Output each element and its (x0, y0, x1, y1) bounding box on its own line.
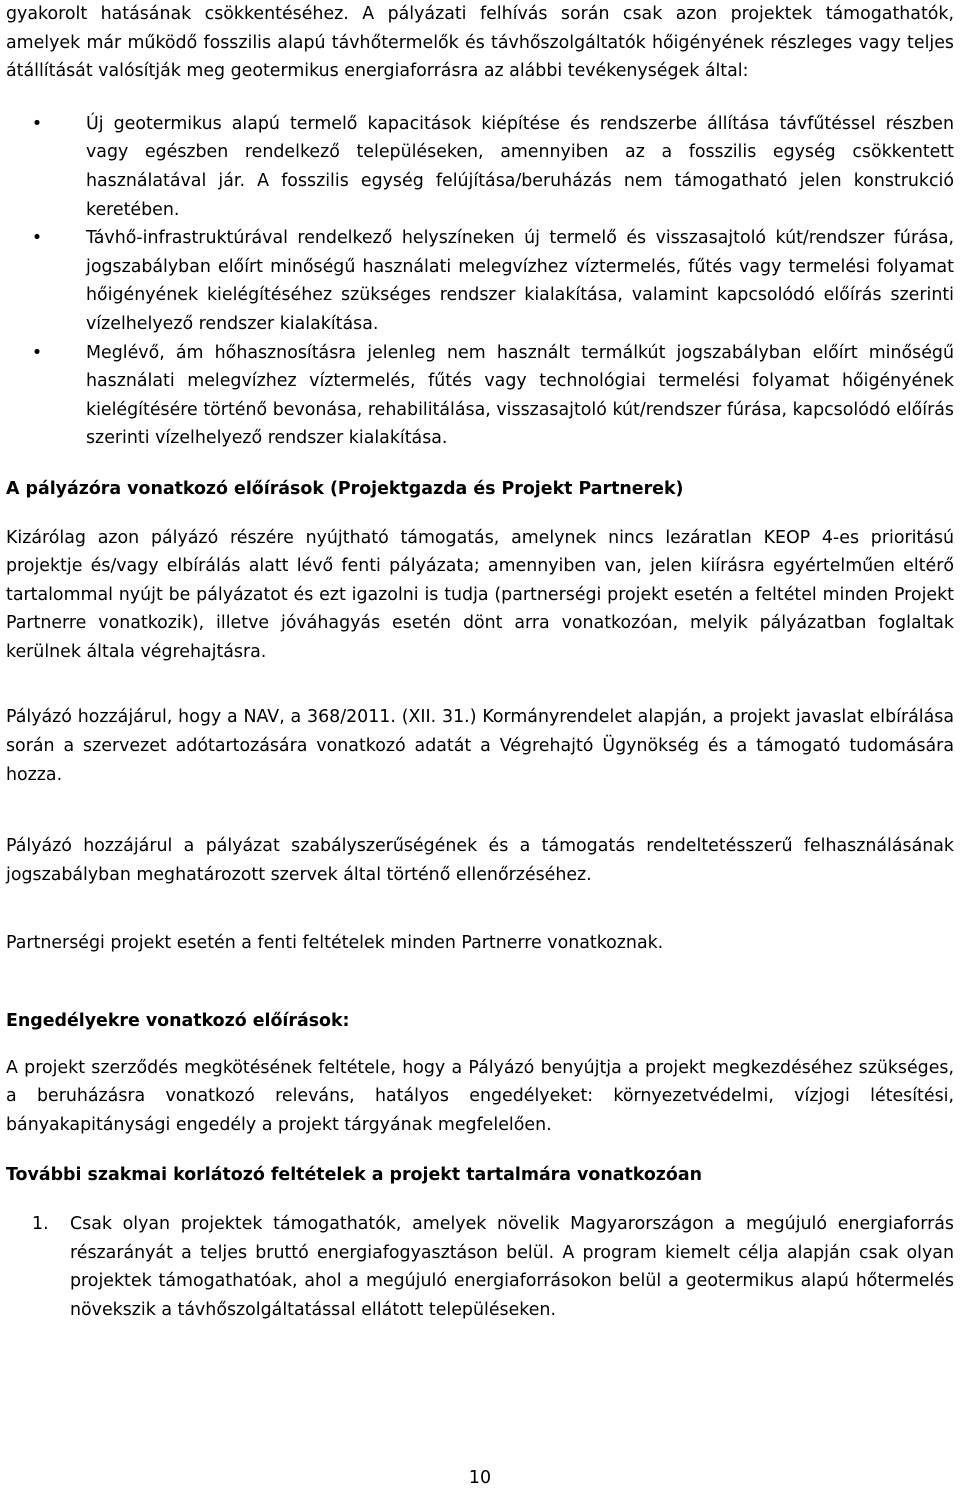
intro-paragraph: gyakorolt hatásának csökkentéséhez. A pályázati felhívás során csak azon projektek támogathatók, amelyek már működő fosszilis alapú távhőtermelők és távhőszolgáltatók hőigényének részleges vagy teljes átállítását valósítják meg geotermikus energiaforrásra az alábbi tevékenységek által: (6, 4, 954, 82)
page-number: 10 (468, 1468, 492, 1488)
numbered-item-text: Csak olyan projektek támogathatók, amelyek növelik Magyarországon a megújuló energiaforrás részarányát a teljes bruttó energiafogyasztáson belül. A program kiemelt célja alapján csak olyan projektek támogathatóak, ahol a megújuló energiaforrásokon belül a geotermikus alapú hőtermelés növekszik a távhőszolgáltatással ellátott településeken. (70, 1214, 954, 1320)
bullet-dot-icon: • (31, 342, 43, 363)
applicant-eligibility-paragraph: Kizárólag azon pályázó részére nyújtható támogatás, amelynek nincs lezáratlan KEOP 4-es prioritású projektje és/vagy elbírálás alatt lévő fenti pályázata; amennyiben van, jelen kiírásra egyértelműen eltérő tartalommal nyújt be pályázatot és ezt igazolni is tudja (partnerségi projekt esetén a feltétel minden Projekt Partnerre vonatkozik), illetve jóváhagyás esetén dönt arra vonatkozóan, melyik pályázatban foglaltak kerülnek általa végrehajtásra. (6, 527, 954, 662)
restrictions-numbered-list (6, 1210, 954, 1324)
bullet-item-text: Meglévő, ám hőhasznosításra jelenleg nem használt termálkút jogszabályban előírt minőségű használati melegvízhez víztermelés, fűtés vagy technológiai termelési folyamat hőigényének kielégítésére történő bevonása, rehabilitálása, visszasajtoló kút/rendszer fúrása, kapcsolódó előírás szerinti vízelhelyező rendszer kialakítása. (86, 342, 954, 449)
bullet-dot-icon: • (31, 113, 43, 134)
section-heading-restrictions: További szakmai korlátozó feltételek a projekt tartalmára vonatkozóan (6, 1165, 702, 1186)
nav-consent-paragraph: Pályázó hozzájárul, hogy a NAV, a 368/2011. (XII. 31.) Kormányrendelet alapján, a projekt javaslat elbírálása során a szervezet adótartozására vonatkozó adatát a Végrehajtó Ügynökség és a támogató tudomására hozza. (6, 707, 954, 785)
bullet-item (31, 339, 954, 453)
bullet-item (31, 224, 954, 338)
bullet-item-text: Távhő-infrastruktúrával rendelkező helyszíneken új termelő és visszasajtoló kút/rendszer fúrása, jogszabályban előírt minőségű használati melegvízhez víztermelés, fűtés vagy termelési folyamat hőigényének kielégítéséhez szükséges rendszer kialakítása, valamint kapcsolódó előírás szerinti vízelhelyező rendszer kialakítása. (86, 228, 954, 334)
bullet-dot-icon: • (31, 228, 43, 249)
bullet-item (31, 110, 954, 224)
numbered-item-number: 1. (32, 1214, 49, 1234)
permits-paragraph: A projekt szerződés megkötésének feltétele, hogy a Pályázó benyújtja a projekt megkezdéséhez szükséges, a beruházásra vonatkozó releváns, hatályos engedélyeket: környezetvédelmi, vízjogi létesítési, bányakapitánysági engedély a projekt tárgyának megfelelően. (6, 1057, 954, 1135)
audit-consent-paragraph: Pályázó hozzájárul a pályázat szabályszerűségének és a támogatás rendeltetésszerű felhasználásának jogszabályban meghatározott szervek által történő ellenőrzéséhez. (6, 836, 954, 885)
section-heading-permits: Engedélyekre vonatkozó előírások: (6, 1011, 350, 1032)
bullet-item-text: Új geotermikus alapú termelő kapacitások kiépítése és rendszerbe állítása távfűtéssel részben vagy egészben rendelkező településeken, amennyiben az a fosszilis egység csökkentett használatával jár. A fosszilis egység felújítása/beruházás nem támogatható jelen konstrukció keretében. (86, 113, 954, 220)
partner-paragraph: Partnerségi projekt esetén a fenti feltételek minden Partnerre vonatkoznak. (6, 933, 664, 954)
numbered-item (32, 1210, 954, 1324)
section-heading-applicant: A pályázóra vonatkozó előírások (Projektgazda és Projekt Partnerek) (6, 478, 684, 499)
activity-bullet-list (6, 110, 954, 453)
